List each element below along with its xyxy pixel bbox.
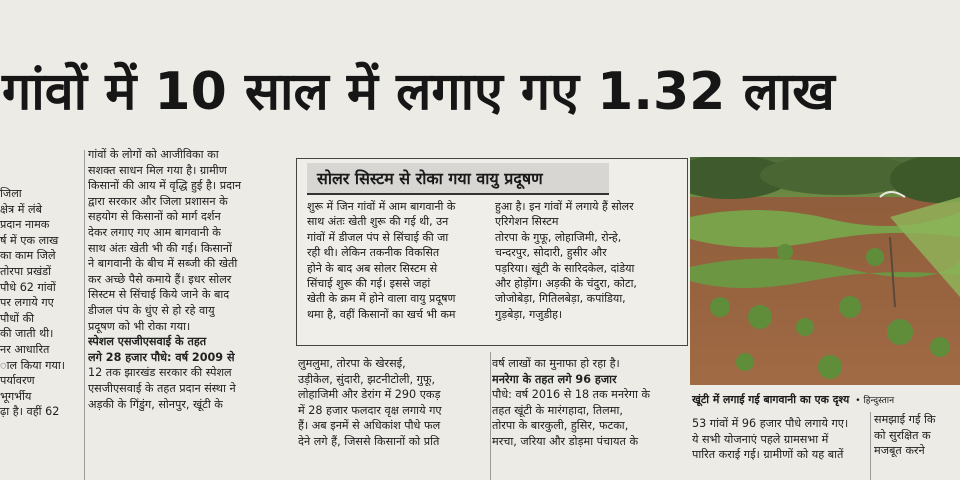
column-5 [692, 416, 867, 463]
text-line: तोरपा के बारकुली, हुसिर, फटका, [492, 419, 629, 433]
text-line: लगे 28 हजार पौधे: वर्ष 2009 से [88, 350, 235, 364]
column-divider [490, 352, 491, 480]
text-line: नर आधारित [0, 342, 50, 356]
text-line: होने के बाद अब सोलर सिस्टम से [307, 261, 438, 275]
text-line: कर अच्छे पैसे कमाये हैं। इधर सोलर [88, 272, 232, 286]
text-line: एसजीएसवाई के तहत प्रदान संस्था ने [88, 381, 236, 395]
column-2 [88, 147, 294, 412]
text-line: क्षेत्र में लंबे [0, 202, 42, 216]
text-line: सहयोग से किसानों को मार्ग दर्शन [88, 210, 221, 224]
text-line: ाल किया गया। [0, 358, 66, 372]
column-4 [492, 356, 686, 450]
text-line: अड़की के गिंडुंग, सोनपुर, खूंटी के [88, 397, 223, 411]
text-line: चन्दरपुर, सोदारी, हुसीर और [495, 246, 607, 260]
text-line: तोरपा प्रखंडों [0, 264, 52, 278]
text-line: को सुरक्षित क [874, 428, 931, 442]
photo-caption [692, 392, 960, 407]
text-line: पौधे: वर्ष 2016 से 18 तक मनरेगा के [492, 388, 650, 402]
text-line: प्रदान नामक [0, 218, 50, 232]
text-line: जिला [0, 187, 22, 200]
sidebar-column-right [495, 199, 681, 322]
text-line: डीजल पंप के धुंए से हो रहे वायु [88, 303, 215, 317]
text-line: पौधे 62 गांवों [0, 280, 56, 294]
headline: गांवों में 10 साल में लगाए गए 1.32 लाख [2, 62, 835, 122]
text-line: सशक्त साधन मिल गया है। ग्रामीण [88, 163, 227, 177]
text-line: पौधों की [0, 311, 35, 325]
sidebar-column-left [307, 199, 487, 322]
column-divider [84, 150, 85, 480]
text-line: पर लगाये गए [0, 296, 54, 310]
text-line: किसानों की आय में वृद्धि हुई है। प्रदान [88, 179, 242, 193]
text-line: हैं। अब इनमें से अधिकांश पौधे फल [298, 419, 441, 433]
photo-credit: • हिन्दुस्तान [855, 396, 895, 406]
column-1 [0, 186, 80, 420]
text-line: द्वारा सरकार और जिला प्रशासन के [88, 194, 228, 208]
text-line: भूगर्भीय [0, 389, 32, 403]
text-line: शुरू में जिन गांवों में आम बागवानी के [307, 200, 456, 213]
text-line: रही थी। लेकिन तकनीक विकसित [307, 246, 440, 260]
text-line: गुड़बेड़ा, गजुडीह। [495, 307, 563, 321]
text-line: ढ़ा है। वहीं 62 [0, 405, 60, 419]
text-line: और होड़ोंग। अड़की के चंदुरा, कोटा, [495, 277, 637, 291]
text-line: ने बागवानी के बीच में सब्जी की खेती [88, 257, 238, 271]
text-line: ये सभी योजनाएं पहले ग्रामसभा में [692, 432, 829, 446]
column-divider [870, 412, 871, 480]
text-line: 53 गांवों में 96 हजार पौधे लगाये गए। [692, 417, 849, 430]
caption-text: खूंटी में लगाई गई बागवानी का एक दृश्य [692, 393, 850, 406]
text-line: सिंचाई शुरू की गई। इससे जहां [307, 277, 431, 291]
text-line: साथ अंतः खेती भी की गई। किसानों [88, 241, 232, 255]
text-line: की जाती थी। [0, 327, 54, 341]
text-line: स्पेशल एसजीएसवाई के तहत [88, 335, 207, 349]
text-line: खेती के क्रम में होने वाला वायु प्रदूषण [307, 292, 456, 306]
text-line: का काम जिले [0, 249, 56, 263]
text-line: लुमलुमा, तोरपा के खेरसई, [298, 357, 406, 370]
text-line: मजबूत करने [874, 444, 925, 458]
text-line: थमा है, वहीं किसानों का खर्च भी कम [307, 307, 456, 321]
text-line: साथ अंतः खेती शुरू की गई थी, उन [307, 215, 449, 229]
sidebar-heading: सोलर सिस्टम से रोका गया वायु प्रदूषण [307, 163, 609, 195]
text-line: गांवों में डीजल पंप से सिंचाई की जा [307, 230, 449, 244]
text-line: लोहाजिमी और डेरांग में 290 एकड़ [298, 388, 441, 402]
text-line: जोजोबेड़ा, गितिलबेड़ा, कपांडिया, [495, 292, 626, 306]
text-line: पर्यावरण [0, 374, 35, 388]
text-line: गांवों के लोगों को आजीविका का [88, 148, 219, 161]
solar-sidebar-box [296, 158, 688, 346]
text-line: तोरपा के गुफू, लोहाजिमी, रोन्हे, [495, 230, 622, 244]
text-line: सिस्टम से सिंचाई किये जाने के बाद [88, 288, 230, 302]
text-line: र्ष में एक लाख [0, 233, 59, 247]
text-line: देकर लगाए गए आम बागवानी के [88, 225, 221, 239]
text-line: हुआ है। इन गांवों में लगाये हैं सोलर [495, 200, 634, 213]
text-line: में 28 हजार फलदार वृक्ष लगाये गए [298, 403, 442, 417]
text-line: मनरेगा के तहत लगे 96 हजार [492, 372, 617, 386]
text-line: वर्ष लाखों का मुनाफा हो रहा है। [492, 357, 620, 370]
text-line: पड़रिया। खूंटी के सारिदकेल, दांडेया [495, 261, 635, 275]
column-6 [874, 412, 960, 459]
column-3 [298, 356, 490, 450]
text-line: समझाई गई कि [874, 413, 936, 426]
text-line: प्रदूषण को भी रोका गया। [88, 319, 191, 333]
text-line: पारित कराई गई। ग्रामीणों को यह बातें [692, 448, 844, 462]
text-line: उड़ीकेल, सुंदारी, झटनीटोली, गुफू, [298, 372, 436, 386]
plantation-photo [690, 157, 960, 385]
text-line: मरचा, जरिया और डोड़मा पंचायत के [492, 434, 639, 448]
text-line: एरिगेशन सिस्टम [495, 215, 559, 229]
plantation-photo-image [690, 157, 960, 385]
text-line: देने लगे हैं, जिससे किसानों को प्रति [298, 434, 440, 448]
text-line: 12 तक झारखंड सरकार की स्पेशल [88, 366, 232, 380]
text-line: तहत खूंटी के मारंगहादा, तिलमा, [492, 403, 623, 417]
